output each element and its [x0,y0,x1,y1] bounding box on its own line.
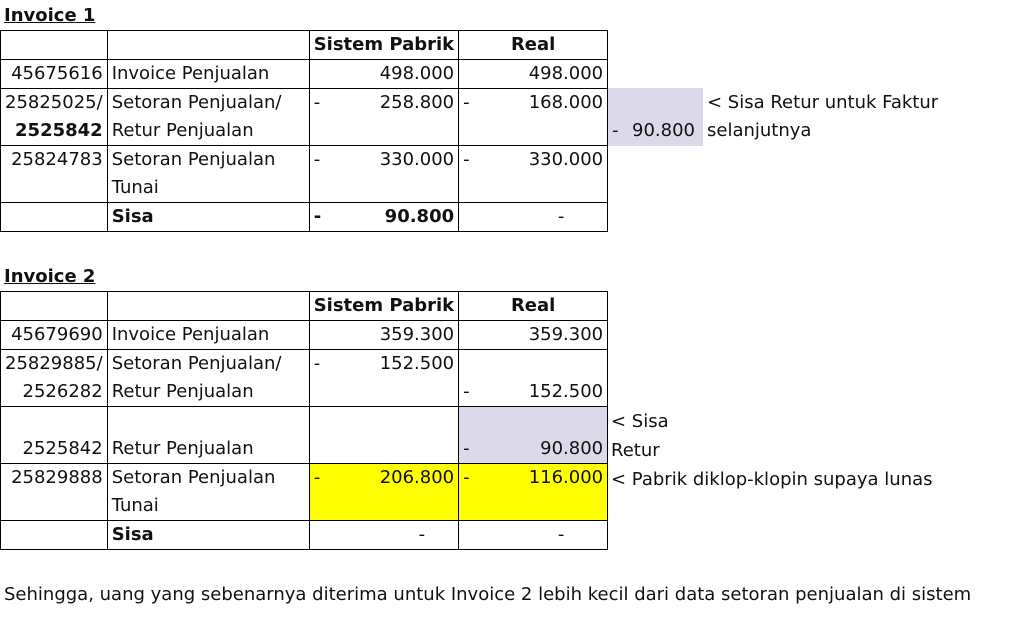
sisa-retur-note-line2: Retur [611,440,660,461]
real-value [459,464,608,521]
sisa-retur-note-line2: selanjutnya [707,120,812,141]
conclusion-text: Sehingga, uang yang sebenarnya diterima untuk Invoice 2 lebih kecil dari data setoran penjualan di sistem [4,584,972,605]
sistem-amount: 152.500 [379,353,455,374]
description-line2: Tunai [111,495,159,516]
description: Retur Penjualan [107,407,309,464]
document-id: 25824783 [1,146,108,203]
sisa-retur-sign: - [612,120,619,141]
invoice-1-heading: Invoice 1 [4,5,96,26]
sistem-value: 498.000 [309,60,458,89]
minus-sign: - [313,467,321,488]
sisa-retur-note-line1: < Sisa [611,411,669,432]
empty-cell [107,31,309,60]
sistem-amount: 206.800 [379,467,455,488]
empty-cell [107,292,309,321]
table-row [1,60,608,89]
real-amount: 116.000 [528,467,604,488]
column-header-sistem: Sistem Pabrik [309,31,458,60]
sisa-label: Sisa [107,203,309,232]
minus-sign: - [313,353,321,374]
empty-cell [1,31,108,60]
description-line2: Tunai [111,177,159,198]
table-row [1,407,608,464]
table-header-row [1,292,608,321]
invoice-2-heading: Invoice 2 [4,266,96,287]
invoice-1-table [0,30,608,232]
description-line1: Setoran Penjualan/ [111,92,282,113]
minus-sign: - [463,149,470,170]
description [107,350,309,407]
sisa-sistem-amount: 90.800 [384,206,455,227]
real-amount: 168.000 [528,92,604,113]
sistem-value [309,146,458,203]
real-value [459,407,608,464]
document-id [1,89,108,146]
sistem-value [309,350,458,407]
real-amount: 152.500 [528,381,604,402]
sisa-real-value: - [459,521,608,550]
table-row [1,321,608,350]
sisa-sistem-value: - [309,521,458,550]
sisa-retur-value: 90.800 [632,120,695,141]
sisa-retur-note-line1: < Sisa Retur untuk Faktur [707,92,939,113]
description-line1: Setoran Penjualan [111,467,276,488]
column-header-real: Real [459,31,608,60]
real-amount: 330.000 [528,149,604,170]
column-header-sistem: Sistem Pabrik [309,292,458,321]
sistem-value [309,464,458,521]
document-id-line1: 25829885/ [5,353,103,374]
document-id: 45679690 [1,321,108,350]
minus-sign: - [313,149,321,170]
description: Invoice Penjualan [107,321,309,350]
pabrik-note: < Pabrik diklop-klopin supaya lunas [611,469,933,490]
sisa-real-value: - [459,203,608,232]
sistem-amount: 258.800 [379,92,455,113]
table-header-row [1,31,608,60]
empty-cell [1,203,108,232]
minus-sign: - [463,467,470,488]
document-id: 2525842 [1,407,108,464]
minus-sign: - [463,92,470,113]
table-row [1,146,608,203]
real-value: 498.000 [459,60,608,89]
description [107,89,309,146]
sistem-value [309,89,458,146]
sisa-label: Sisa [107,521,309,550]
empty-cell [309,407,458,464]
real-amount: 90.800 [540,438,604,459]
document-id-line1: 25825025/ [5,92,103,113]
minus-sign: - [463,438,470,459]
description-line1: Setoran Penjualan/ [111,353,282,374]
sistem-amount: 330.000 [379,149,455,170]
description: Invoice Penjualan [107,60,309,89]
sisa-row [1,521,608,550]
document-id-line2: 2526282 [22,381,103,402]
document-id [1,350,108,407]
real-value [459,146,608,203]
sisa-sistem-value [309,203,458,232]
description-line2: Retur Penjualan [111,381,254,402]
description-line2: Retur Penjualan [111,120,254,141]
minus-sign: - [313,206,322,227]
sisa-row [1,203,608,232]
description-line1: Setoran Penjualan [111,149,276,170]
column-header-real: Real [459,292,608,321]
minus-sign: - [313,92,321,113]
document-id: 45675616 [1,60,108,89]
invoice-2-table [0,291,608,550]
minus-sign: - [463,381,470,402]
empty-cell [1,521,108,550]
empty-cell [1,292,108,321]
sistem-value: 359.300 [309,321,458,350]
table-row [1,350,608,407]
real-value: 359.300 [459,321,608,350]
description [107,146,309,203]
description [107,464,309,521]
document-id: 25829888 [1,464,108,521]
table-row [1,89,608,146]
table-row [1,464,608,521]
document-id-line2: 2525842 [15,120,103,141]
real-value [459,350,608,407]
real-value [459,89,608,146]
